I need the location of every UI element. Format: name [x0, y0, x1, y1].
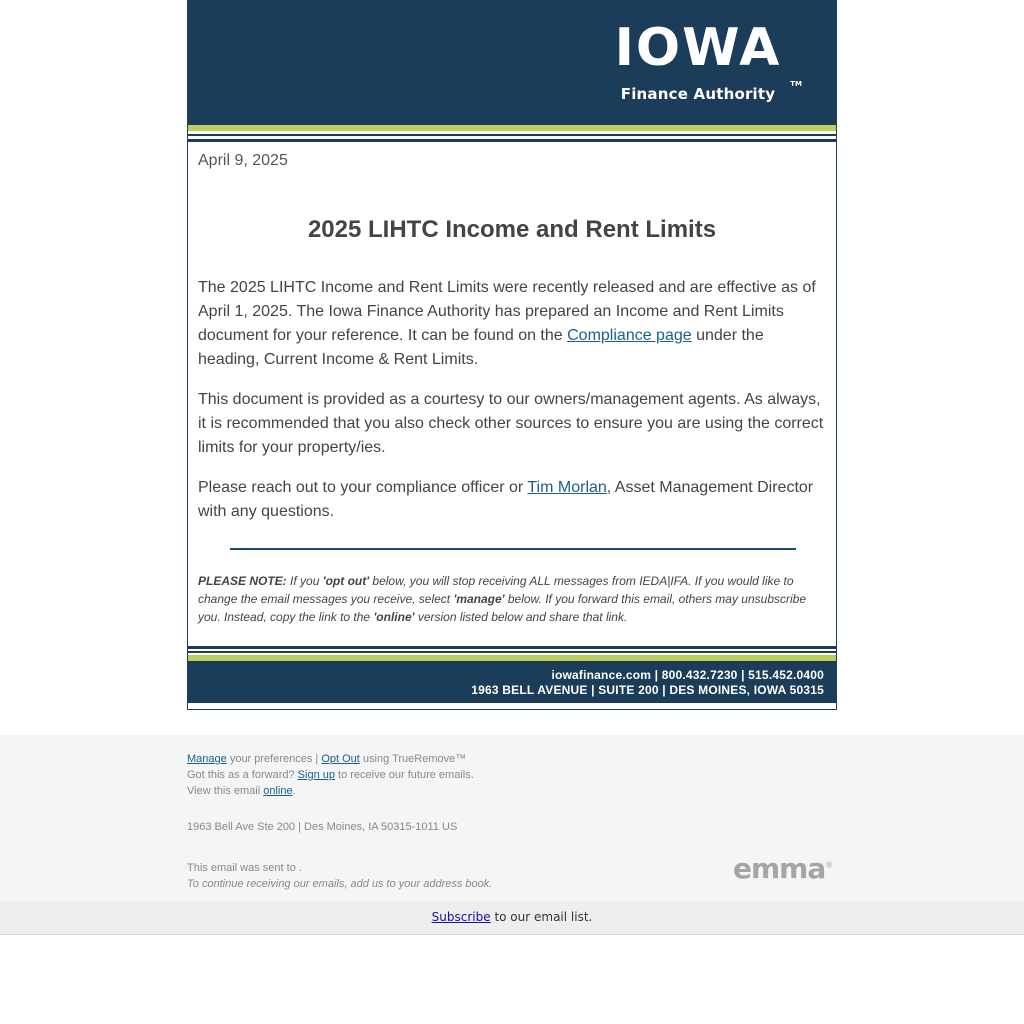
manage-preferences-line: Manage your preferences | Opt Out using TrueRemove™	[187, 753, 467, 765]
content-divider	[230, 548, 796, 550]
compliance-page-link[interactable]: Compliance page	[567, 327, 692, 344]
message-date: April 9, 2025	[198, 152, 288, 169]
online-link[interactable]: online	[263, 785, 293, 797]
address-line: 1963 BELL AVENUE | SUITE 200 | DES MOINES, IOWA 50315	[471, 683, 824, 697]
paragraph-1: The 2025 LIHTC Income and Rent Limits were recently released and are effective as of April 1, 2025. The Iowa Finance Authority has prepared an Income and Rent Limits document for your reference. It can be found on the Compliance page under the heading, Current Income & Rent Limits.	[198, 279, 816, 368]
forward-line: Got this as a forward? Sign up to receive our future emails.	[187, 769, 474, 781]
contact-line: iowafinance.com | 800.432.7230 | 515.452.0400	[551, 668, 824, 682]
paragraph-2: This document is provided as a courtesy to our owners/management agents. As always, it is recommended that you also check other sources to ensure you are using the correct limits for your property/ies.	[198, 391, 824, 456]
address-book-note: To continue receiving our emails, add us to your address book.	[187, 878, 493, 890]
message-title: 2025 LIHTC Income and Rent Limits	[307, 216, 717, 243]
email-card	[187, 0, 837, 710]
postal-address: 1963 Bell Ave Ste 200 | Des Moines, IA 50315-1011 US	[187, 821, 458, 833]
subscribe-link[interactable]: Subscribe	[431, 910, 491, 924]
contact-footer	[188, 661, 836, 703]
opt-out-link[interactable]: Opt Out	[321, 753, 360, 765]
iowa-finance-authority-logo	[598, 18, 802, 105]
subscribe-bar: Subscribe to our email list.	[0, 901, 1024, 935]
emma-logo[interactable]: emma®	[733, 852, 834, 885]
header-thin-stripe	[188, 134, 836, 136]
logo-trademark: TM	[790, 80, 802, 88]
logo-wordmark: IOWA TM	[598, 21, 798, 75]
footer-navy-stripe	[188, 646, 836, 649]
please-note: PLEASE NOTE: If you 'opt out' below, you will stop receiving ALL messages from IEDA|IFA. If you would like to change the email messages you receive, select 'manage' below. If you forward this email, others may unsubscribe you. Instead, copy the link to the 'online' version listed below and share that link.	[198, 574, 807, 624]
sign-up-link[interactable]: Sign up	[297, 769, 335, 781]
header-lime-stripe	[188, 125, 836, 131]
tim-morlan-link[interactable]: Tim Morlan	[527, 479, 607, 496]
view-online-line: View this email online.	[187, 785, 296, 797]
email-service-footer	[0, 735, 1024, 901]
paragraph-3: Please reach out to your compliance officer or Tim Morlan, Asset Management Director with any questions.	[198, 479, 814, 520]
sent-to-line: This email was sent to .	[187, 862, 302, 874]
email-header	[188, 1, 836, 125]
manage-link[interactable]: Manage	[187, 753, 227, 765]
header-navy-stripe	[188, 139, 836, 142]
logo-subtitle: Finance Authority	[620, 85, 776, 103]
footer-thin-stripe	[188, 651, 836, 653]
